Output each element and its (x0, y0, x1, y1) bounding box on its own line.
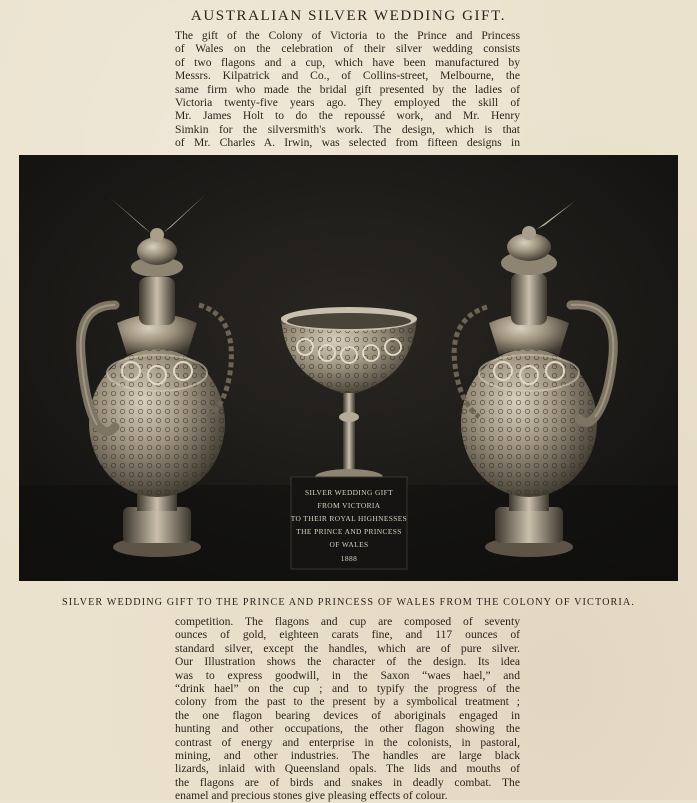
body-line: Our Illustration shows the character of the design. Its idea (175, 655, 520, 669)
intro-line: of two flagons and a cup, which have been manufactured by (175, 55, 520, 69)
article-title: AUSTRALIAN SILVER WEDDING GIFT. (190, 8, 507, 24)
plaque-line: FROM VICTORIA (317, 501, 381, 510)
inscription-plaque (291, 477, 407, 569)
plaque-line: THE PRINCE AND PRINCESS (296, 527, 402, 536)
body-line: mining, and other industries. The handles are large black (175, 749, 520, 763)
plaque-line: SILVER WEDDING GIFT (304, 488, 394, 497)
plaque-line: TO THEIR ROYAL HIGHNESSES (290, 514, 408, 523)
intro-line: Messrs. Kilpatrick and Co., of Collins-street, Melbourne, the (175, 69, 520, 83)
body-line: was to express goodwill, in the Saxon “waes hael,” and (175, 668, 520, 682)
body-line: contrast of energy and enterprise in the colonists, in pastoral, (175, 735, 520, 749)
body-line: lizards, inlaid with Queensland opals. The lids and mouths of (175, 762, 520, 776)
body-line: standard silver, except the handles, which are of pure silver. (175, 641, 520, 655)
plaque-line: OF WALES (329, 540, 369, 549)
intro-column (175, 29, 520, 150)
intro-line: Mr. James Holt to do the repoussé work, and Mr. Henry (175, 109, 520, 123)
intro-line: of Wales on the celebration of their silver wedding consists (175, 42, 520, 56)
body-line: competition. The flagons and cup are composed of seventy (175, 615, 520, 628)
plaque-line: 1888 (340, 554, 358, 563)
body-line: the one flagon bearing devices of aboriginals engaged in (175, 708, 520, 722)
body-line: ounces of gold, eighteen carats fine, and 117 ounces of (175, 628, 520, 642)
intro-line: Simkin for the silversmith's work. The design, which is that (175, 122, 520, 136)
body-line: colony from the past to the present by a symbolical treatment ; (175, 695, 520, 709)
photograph-silver-wedding-gift (19, 155, 678, 581)
continuation-column (175, 615, 520, 803)
intro-line: same firm who made the bridal gift presented by the ladies of (175, 82, 520, 96)
body-line: hunting and other occupations, the other flagon showing the (175, 722, 520, 736)
body-line: enamel and precious stones give pleasing effects of colour. (175, 789, 448, 803)
body-line: the flagons are of birds and snakes in deadly combat. The (175, 775, 520, 789)
intro-line: The gift of the Colony of Victoria to the Prince and Princess (175, 29, 520, 42)
intro-line: of Mr. Charles A. Irwin, was selected from fifteen designs in (175, 136, 520, 150)
body-line: “drink hael” on the cup ; and to typify the progress of the (175, 682, 520, 696)
photograph-drawing (19, 155, 678, 581)
intro-line: Victoria twenty-five years ago. They employed the skill of (175, 96, 520, 110)
figure-caption: SILVER WEDDING GIFT TO THE PRINCE AND PRINCESS OF WALES FROM THE COLONY OF VICTORIA. (61, 597, 636, 608)
